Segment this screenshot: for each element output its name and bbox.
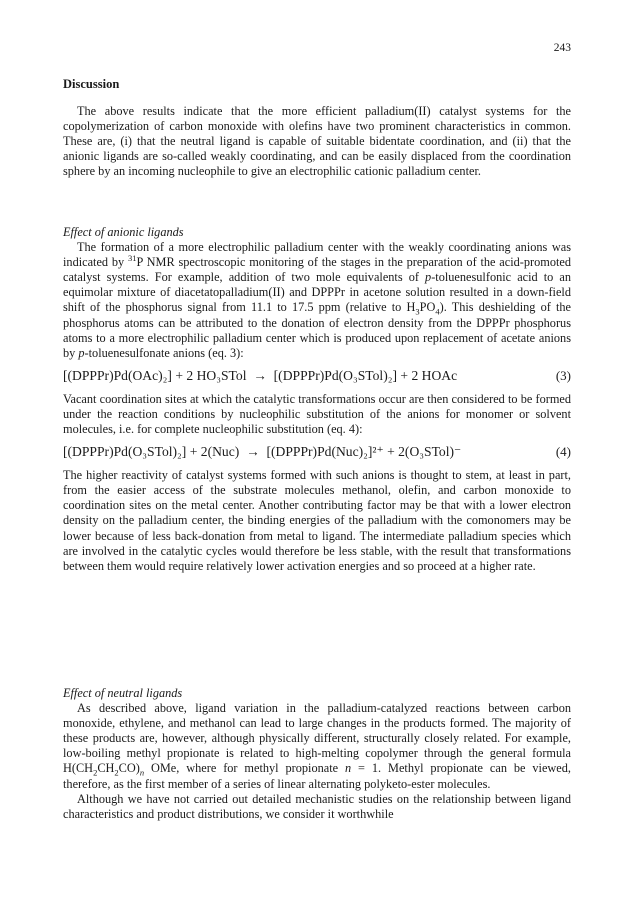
page-number: 243 — [553, 42, 571, 54]
discussion-heading: Discussion — [63, 77, 120, 91]
neutral-paragraph-2: Although we have not carried out detailed mechanistic studies on the relationship between ligand characteristics and product distributions, we consider it worthwhile — [63, 791, 571, 821]
equation-4-number: (4) — [555, 444, 571, 460]
neutral-ligands-heading: Effect of neutral ligands — [63, 686, 183, 700]
discussion-paragraph: The above results indicate that the more efficient palladium(II) catalyst systems for the copolymerization of carbon monoxide with olefins have two prominent characteristics in common. These are, (i) that the neutral ligand is capable of suitable bidentate coordination, and (ii) that the anionic ligands are so-called weakly coordinating, and can be easily displaced from the coordination sphere by an incoming nucleophile to give an electrophilic cationic palladium center. — [63, 104, 571, 179]
anionic-paragraph-3: The higher reactivity of catalyst systems formed with such anions is thought to stem, at least in part, from the easier access of the substrate molecules methanol, olefin, and carbon monoxide to coordination sites on the metal center. Another contributing factor may be that with a lower electron density on the palladium center, the binding energies of the palladium with the comonomers may be lower because of less back-donation from metal to ligand. The intermediate palladium species which are involved in the catalytic cycles would therefore be less stable, with the result that transformations between them would require relatively lower activation energies and so proceed at a higher rate. — [63, 468, 571, 573]
neutral-ligands-section — [63, 686, 571, 822]
discussion-section — [63, 104, 571, 179]
equation-3 — [63, 367, 571, 385]
equation-3-body: [(DPPPr)Pd(OAc)₂] + 2 HO₃STol → [(DPPPr)Pd(O₃STol)₂] + 2 HOAc — [63, 367, 458, 383]
anionic-paragraph-2: Vacant coordination sites at which the catalytic transformations occur are then considered to be formed under the reaction conditions by nucleophilic substitution of the anions for monomer or solvent molecules, i.e. for complete nucleophilic substitution (eq. 4): — [63, 391, 571, 437]
equation-4-body: [(DPPPr)Pd(O₃STol)₂] + 2(Nuc) → [(DPPPr)Pd(Nuc)₂]²⁺ + 2(O₃STol)⁻ — [63, 444, 462, 460]
anionic-paragraph-1: The formation of a more electrophilic palladium center with the weakly coordinating anions was indicated by $^{31}$P NMR spectroscopic monitoring of the stages in the preparation of the acid-promoted catalyst systems. For example, addition of two mole equivalents of p-toluenesulfonic acid to an equimolar mixture of diacetatopalladium(II) and DPPPr in acetone solution resulted in a down-field shift of the phosphorus signal from 11.1 to 17.5 ppm (relative to $H_3PO_4$). This deshielding of the phosphorus atoms can be attributed to the donation of electron density from the DPPPr phosphorus atoms to a more electrophilic palladium center which is produced upon replacement of acetate anions by p-toluenesulfonate anions (eq. 3): — [63, 240, 572, 360]
equation-3-number: (3) — [555, 367, 571, 383]
anionic-ligands-section — [63, 225, 571, 574]
equation-4 — [63, 443, 571, 461]
anionic-ligands-heading: Effect of anionic ligands — [63, 225, 184, 239]
neutral-paragraph-1: As described above, ligand variation in the palladium-catalyzed reactions between carbon monoxide, ethylene, and methanol can lead to large changes in the products formed. The majority of these products are, however, although physically different, structurally closely related. For example, low-boiling methyl propionate is related to high-melting copolymer through the general formula $H(CH_2CH_2CO)_n$ OMe, where for methyl propionate n = 1. Methyl propionate can be viewed, therefore, as the first member of a series of linear alternating polyketo-ester molecules. — [63, 701, 571, 791]
